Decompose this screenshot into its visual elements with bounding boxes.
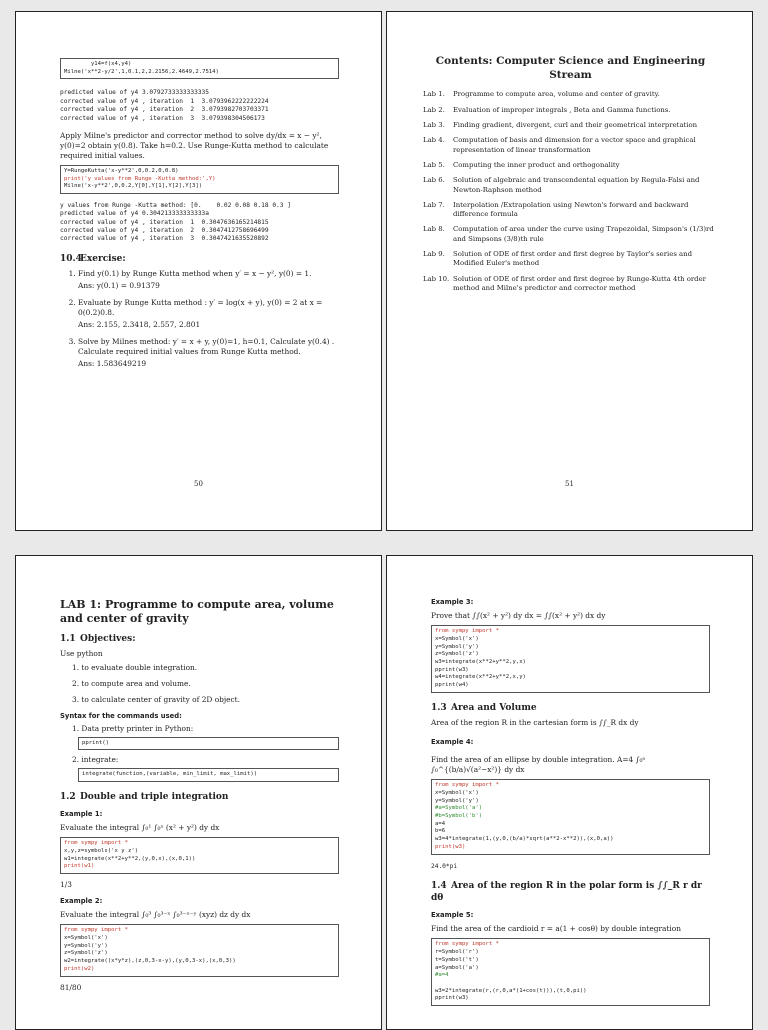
- section-polar-area: 1.4 Area of the region R in the polar form is ∫∫_R r dr dθ: [431, 881, 702, 904]
- objective-item: 2. to compute area and volume.: [72, 678, 191, 688]
- code-rungekutta: Y=RungeKutta('x-y**2',0,0.2,0,0.8) print('y values from Runge -Kutta method:',Y) Milne('x-y**2',0,0.2,Y[0],Y[1],Y[2],Y[3]): [60, 165, 339, 194]
- example-4-output: 24.0*pi: [431, 862, 458, 870]
- exercise-item: 2. Evaluate by Runge Kutta method : y′ = log(x + y), y(0) = 2 at x = 0(0.2)0.8. Ans: 2.155, 2.3418, 2.557, 2.801: [78, 298, 339, 330]
- example-5-heading: Example 5:: [431, 911, 474, 920]
- lab-item: Lab 8. Computation of area under the curve using Trapezoidal, Simpson's (1/3)rd and Simpsons (3/8)th rule: [423, 225, 714, 243]
- syntax-code-integrate: integrate(function,(variable, min_limit, max_limit)): [78, 768, 339, 782]
- example-5-code: from sympy import * r=Symbol('r') t=Symbol('t') a=Symbol('a') #a=4 w3=2*integrate(r,(r,0,a*(1+cos(t))),(t,0,pi)) pprint(w3): [431, 938, 710, 1006]
- exercise-item: 3. Solve by Milnes method: y′ = x + y, y(0)=1, h=0.1, Calculate y(0.4) . Calculate required initial values from Runge Kutta method. Ans: 1.583649219: [78, 337, 339, 369]
- objective-item: 1. to evaluate double integration.: [72, 662, 198, 672]
- example-1-output: 1/3: [60, 880, 72, 890]
- section-double-triple: 1.2 Double and triple integration: [60, 791, 229, 802]
- example-2-output: 81/80: [60, 982, 82, 992]
- example-3-code: from sympy import * x=Symbol('x') y=Symbol('y') z=Symbol('z') w3=integrate(x**2+y**2,y,x) pprint(w3) w4=integrate(x**2+y**2,x,y) pprint(w4): [431, 625, 710, 693]
- lab-item: Lab 3. Finding gradient, divergent, curl and their geometrical interpretation: [423, 120, 698, 129]
- example-3-text: Prove that ∫∫(x² + y²) dy dx = ∫∫(x² + y²) dx dy: [431, 611, 606, 621]
- syntax-heading: Syntax for the commands used:: [60, 711, 182, 720]
- page-number: 50: [194, 480, 203, 488]
- example-2-code: from sympy import * x=Symbol('x') y=Symbol('y') z=Symbol('z') w2=integrate((x*y*z),(z,0,3-x-y),(y,0,3-x),(x,0,3)) print(w2): [60, 924, 339, 976]
- example-5-text: Find the area of the cardioid r = a(1 + cosθ) by double integration: [431, 924, 681, 934]
- output-milne-1: predicted value of y4 3.0792733333333335 corrected value of y4 , iteration 1 3.0793962222222224 corrected value of y4 , iteration 2 3.0793982703703371 corrected value of y4 , iteration 3 3.079398304506173: [60, 89, 269, 122]
- example-4-heading: Example 4:: [431, 738, 474, 747]
- example-1-code: from sympy import * x,y,z=symbols('x y z') w1=integrate(x**2+y**2,(y,0,x),(x,0,1)) print(w1): [60, 837, 339, 874]
- example-3-heading: Example 3:: [431, 598, 474, 606]
- exercise-item: 1. Find y(0.1) by Runge Kutta method when y′ = x − y², y(0) = 1. Ans: y(0.1) = 0.91379: [78, 269, 339, 291]
- syntax-item: 2. integrate:: [72, 755, 119, 765]
- page-51: [386, 11, 753, 531]
- output-milne-2: y values from Runge -Kutta method: [0. 0.02 0.08 0.18 0.3 ] predicted value of y4 0.304213333333333a corrected value of y4 , iteration 1 0.3047636165214815 corrected value of y4 , iteration 2 0.3047412758696499 corrected value of y4 , iteration 3 0.3047421635520892: [60, 201, 291, 243]
- lab1-title: LAB 1: Programme to compute area, volume and center of gravity: [60, 598, 334, 626]
- section-exercise: 10.4Exercise:: [60, 253, 126, 264]
- example-2-text: Evaluate the integral ∫₀³ ∫₀³⁻ˣ ∫₀³⁻ˣ⁻ʸ (xyz) dz dy dx: [60, 910, 251, 920]
- example-2-heading: Example 2:: [60, 897, 103, 906]
- lab-item: Lab 6. Solution of algebraic and transcendental equation by Regula-Falsi and Newton-Raphson method: [423, 176, 700, 194]
- lab-item: Lab 10. Solution of ODE of first order and first degree by Runge-Kutta 4th order method and Milne's predictor and corrector method: [423, 274, 706, 293]
- objectives-list: [60, 663, 339, 705]
- section-area-volume: 1.3 Area and Volume: [431, 702, 537, 713]
- lab-item: Lab 7. Interpolation /Extrapolation using Newton's forward and backward difference formula: [423, 200, 689, 219]
- example-4-text: Find the area of an ellipse by double integration. A=4 ∫₀ᵃ ∫₀^{(b/a)√(a²−x²)} dy dx: [431, 755, 646, 775]
- lab-list: [423, 90, 718, 293]
- milne-problem-text: Apply Milne's predictor and corrector method to solve dy/dx = x − y², y(0)=2 obtain y(0.8). Take h=0.2. Use Runge-Kutta method to calculate required initial values.: [60, 130, 329, 160]
- example-1-heading: Example 1:: [60, 810, 103, 819]
- syntax-item: 1. Data pretty printer in Python:: [72, 723, 194, 733]
- lab-item: Lab 9. Solution of ODE of first order and first degree by Taylor's series and Modified Euler's method: [423, 250, 693, 268]
- lab-item: Lab 4. Computation of basis and dimension for a vector space and graphical representation of linear transformation: [423, 136, 696, 154]
- exercise-list: [60, 269, 339, 369]
- syntax-code-pprint: pprint(): [78, 737, 339, 751]
- lab-item: Lab 5. Computing the inner product and orthogonality: [423, 160, 620, 169]
- example-1-text: Evaluate the integral ∫₀¹ ∫₀ˣ (x² + y²) dy dx: [60, 823, 220, 833]
- contents-title: Contents: Computer Science and Engineering Stream: [435, 55, 706, 82]
- example-4-code: from sympy import * x=Symbol('x') y=Symbol('y') #a=Symbol('a') #b=Symbol('b') a=4 b=6 w3=4*integrate(1,(y,0,(b/a)*sqrt(a**2-x**2)),(x,0,a)) print(w3): [431, 779, 710, 854]
- page-50: [15, 11, 382, 531]
- use-python-text: Use python: [60, 648, 103, 658]
- page-number: 51: [565, 480, 574, 488]
- lab-item: Lab 1. Programme to compute area, volume and center of gravity.: [423, 90, 660, 99]
- page-52: [15, 555, 382, 1030]
- area-cartesian-text: Area of the region R in the cartesian form is ∫∫_R dx dy: [431, 718, 639, 728]
- code-milne-call: y14=f(x4,y4) Milne('x**2-y/2',1,0.1,2,2.2156,2.4649,2.7514): [60, 58, 339, 79]
- section-objectives: 1.1 Objectives:: [60, 633, 136, 644]
- objective-item: 3. to calculate center of gravity of 2D object.: [72, 694, 240, 704]
- lab-item: Lab 2. Evaluation of improper integrals , Beta and Gamma functions.: [423, 105, 671, 114]
- page-53: [386, 555, 753, 1030]
